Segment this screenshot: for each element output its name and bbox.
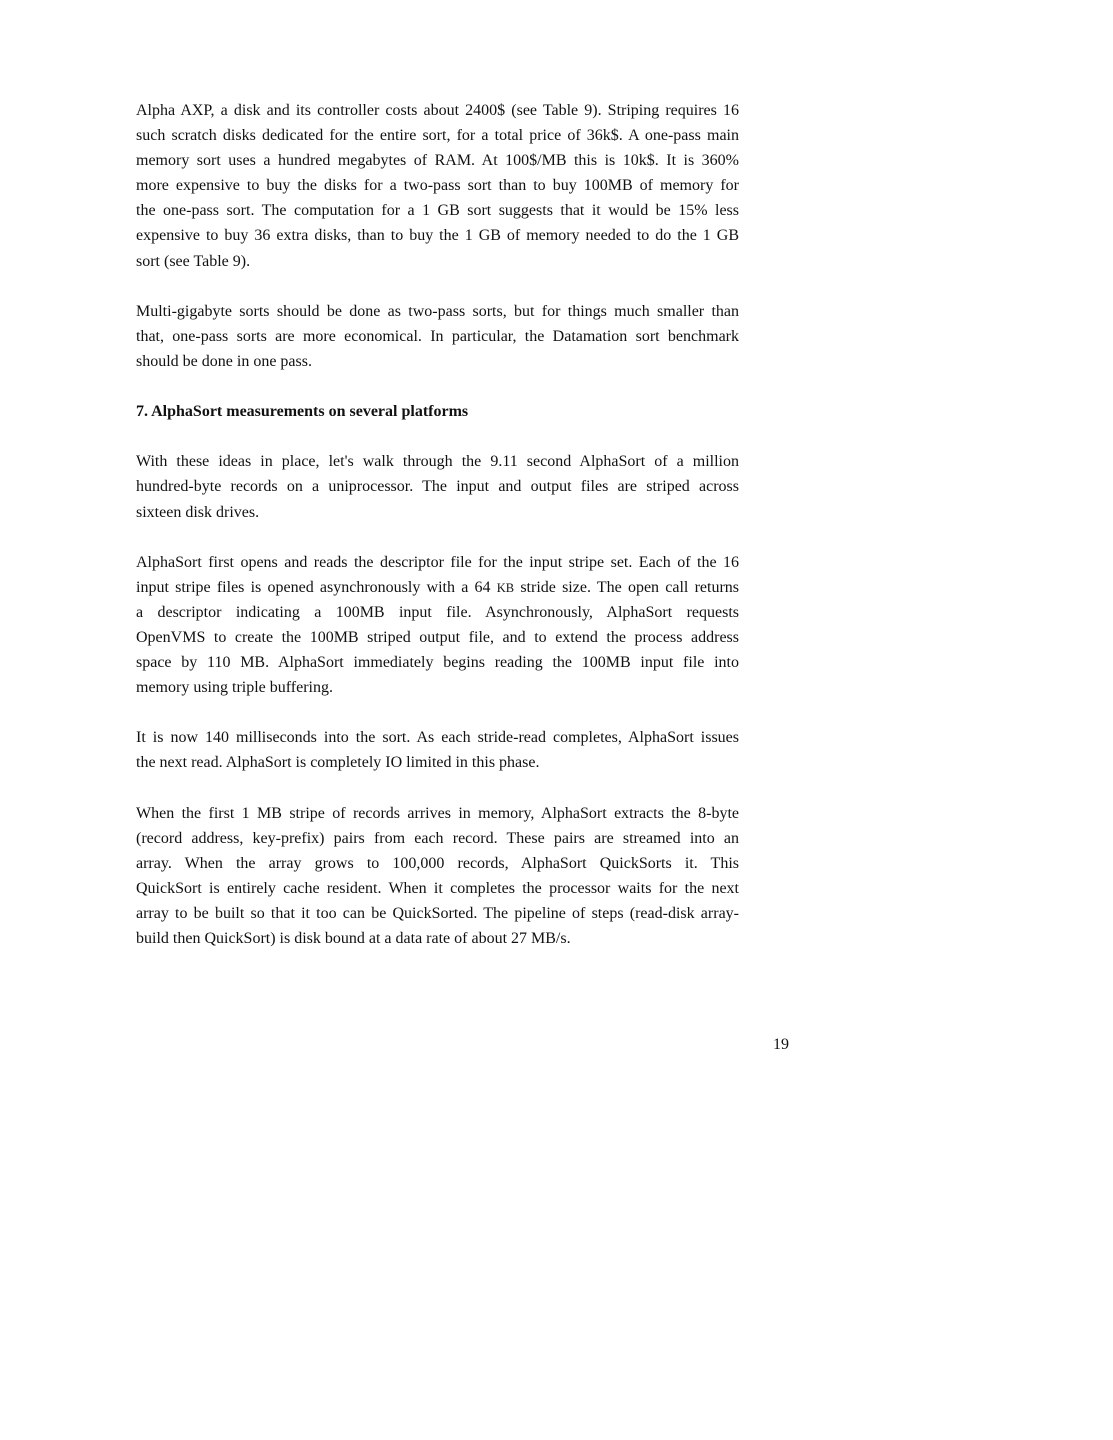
text-line: It is now 140 milliseconds into the sort. As each stride-read completes, AlphaSort issues <box>136 729 739 747</box>
text-line: sort (see Table 9). <box>136 252 251 270</box>
text-line: sixteen disk drives. <box>136 503 260 521</box>
text-line: QuickSort is entirely cache resident. When it completes the processor waits for the next <box>136 879 739 897</box>
document-body <box>136 98 739 976</box>
text-line: Multi-gigabyte sorts should be done as two-pass sorts, but for things much smaller than <box>136 302 739 320</box>
text-line: the next read. AlphaSort is completely IO limited in this phase. <box>136 754 540 772</box>
text-line: memory sort uses a hundred megabytes of RAM. At 100$/MB this is 10k$. It is 360% <box>136 152 739 170</box>
text-line: hundred-byte records on a uniprocessor. The input and output files are striped across <box>136 478 739 496</box>
unit-kb: KB <box>496 580 515 595</box>
paragraph <box>136 801 739 952</box>
text-line: expensive to buy 36 extra disks, than to buy the 1 GB of memory needed to do the 1 GB <box>136 227 739 245</box>
text-line: array to be built so that it too can be QuickSorted. The pipeline of steps (read-disk array- <box>136 905 739 922</box>
text-line: more expensive to buy the disks for a two-pass sort than to buy 100MB of memory for <box>136 177 739 195</box>
paragraph <box>136 449 739 524</box>
text-line: (record address, key-prefix) pairs from each record. These pairs are streamed into an <box>136 829 739 847</box>
text-line: array. When the array grows to 100,000 records, AlphaSort QuickSorts it. This <box>136 854 739 872</box>
text-line: such scratch disks dedicated for the entire sort, for a total price of 36k$. A one-pass main <box>136 127 739 145</box>
page-number: 19 <box>773 1036 789 1053</box>
text-line: that, one-pass sorts are more economical. In particular, the Datamation sort benchmark <box>136 327 739 345</box>
section-intro <box>136 98 739 374</box>
paragraph <box>136 550 739 701</box>
section-heading: 7. AlphaSort measurements on several platforms <box>136 403 469 421</box>
text-line: the one-pass sort. The computation for a 1 GB sort suggests that it would be 15% less <box>136 202 739 220</box>
text-line: OpenVMS to create the 100MB striped output file, and to extend the process address <box>136 628 739 646</box>
text-line: space by 110 MB. AlphaSort immediately begins reading the 100MB input file into <box>136 654 739 672</box>
text-line: should be done in one pass. <box>136 352 312 370</box>
text-line: Alpha AXP, a disk and its controller costs about 2400$ (see Table 9). Striping requires 16 <box>136 102 739 119</box>
text-line: AlphaSort first opens and reads the descriptor file for the input stripe set. Each of the 16 <box>136 553 739 571</box>
paragraph <box>136 98 739 274</box>
text-line: When the first 1 MB stripe of records arrives in memory, AlphaSort extracts the 8-byte <box>136 804 739 822</box>
text-line: a descriptor indicating a 100MB input file. Asynchronously, AlphaSort requests <box>136 603 739 621</box>
paragraph <box>136 725 739 775</box>
paragraph <box>136 299 739 374</box>
text-line: memory using triple buffering. <box>136 679 333 697</box>
text-line: With these ideas in place, let's walk through the 9.11 second AlphaSort of a million <box>136 453 739 471</box>
text-line: build then QuickSort) is disk bound at a data rate of about 27 MB/s. <box>136 930 571 948</box>
text-line: input stripe files is opened asynchronously with a 64 KB stride size. The open call returns <box>136 578 739 596</box>
section-body <box>136 449 739 951</box>
